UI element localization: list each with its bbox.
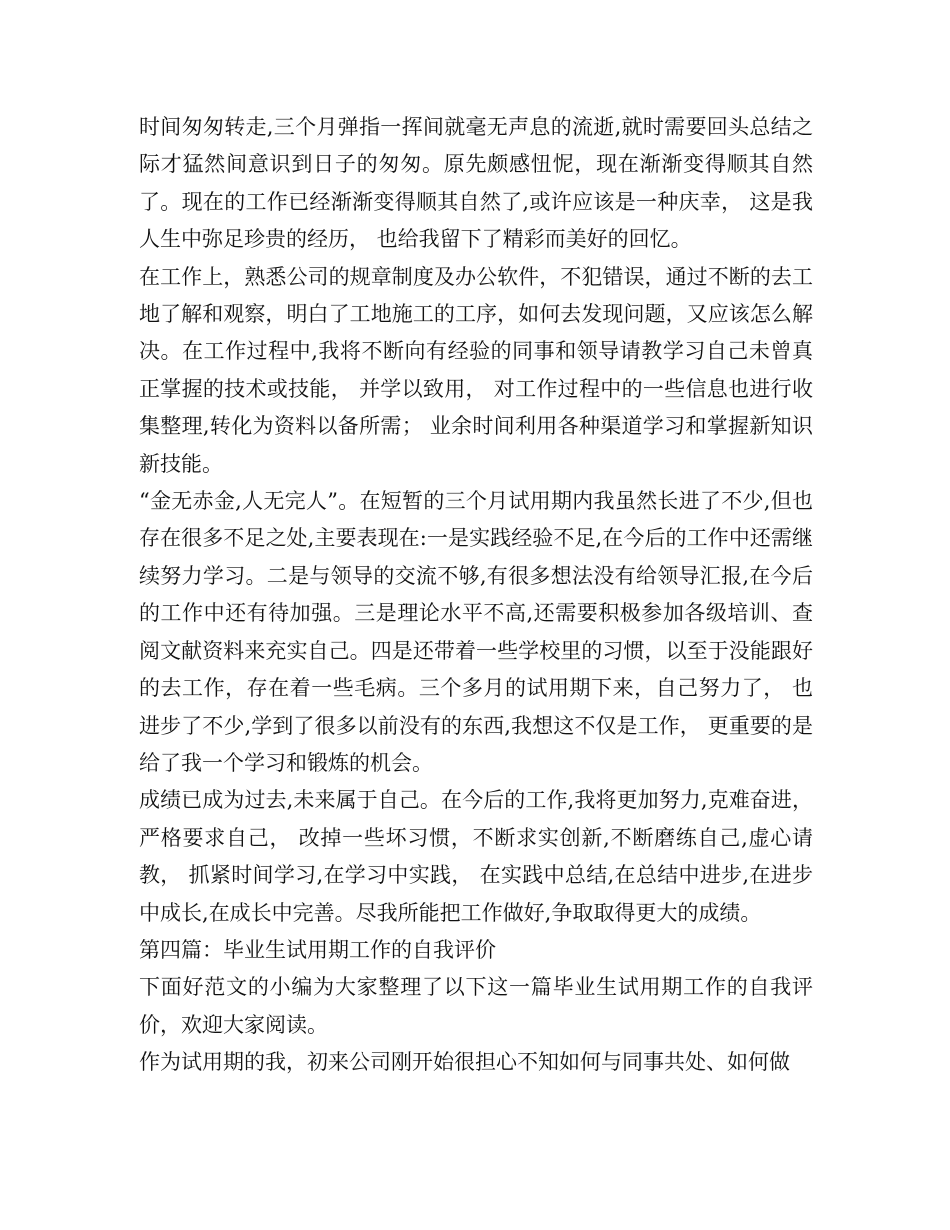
section-heading: 第四篇：毕业生试用期工作的自我评价: [139, 937, 496, 962]
paragraph-intro-reflection: 时间匆匆转走,三个月弹指一挥间就毫无声息的流逝,就时需要回头总结之际才猛然间意识到日子的匆匆。原先颇感忸怩，现在渐渐变得顺其自然了。现在的工作已经渐渐变得顺其自然了,或许应该是一种庆幸， 这是我人生中弥足珍贵的经历， 也给我留下了精彩而美好的回忆。: [139, 115, 813, 252]
paragraph-work-summary: 在工作上，熟悉公司的规章制度及办公软件，不犯错误，通过不断的去工地了解和观察，明白了工地施工的工序，如何去发现问题，又应该怎么解决。在工作过程中,我将不断向有经验的同事和领导请教学习自己未曾真正掌握的技术或技能， 并学以致用， 对工作过程中的一些信息也进行收集整理,转化为资料以备所需； 业余时间利用各种渠道学习和掌握新知识新技能。: [139, 264, 813, 476]
paragraph-future-plans: 成绩已成为过去,未来属于自己。在今后的工作,我将更加努力,克难奋进， 严格要求自己， 改掉一些坏习惯，不断求实创新,不断磨练自己,虚心请教， 抓紧时间学习,在学习中实践， 在实践中总结,在总结中进步,在进步中成长,在成长中完善。尽我所能把工作做好,争取取得更大的成绩。: [139, 788, 813, 925]
paragraph-editor-note: 下面好范文的小编为大家整理了以下这一篇毕业生试用期工作的自我评价，欢迎大家阅读。: [139, 975, 813, 1037]
paragraph-trial-period-start: 作为试用期的我，初来公司刚开始很担心不知如何与同事共处、如何做: [139, 1050, 790, 1075]
document-body: [139, 109, 813, 1082]
paragraph-shortcomings: “金无赤金,人无完人”。在短暂的三个月试用期内我虽然长进了不少,但也存在很多不足之处,主要表现在:一是实践经验不足,在今后的工作中还需继续努力学习。二是与领导的交流不够,有很多想法没有给领导汇报,在今后的工作中还有待加强。三是理论水平不高,还需要积极参加各级培训、查阅文献资料来充实自己。四是还带着一些学校里的习惯，以至于没能跟好的去工作，存在着一些毛病。三个多月的试用期下来，自己努力了， 也进步了不少,学到了很多以前没有的东西,我想这不仅是工作， 更重要的是给了我一个学习和锻炼的机会。: [139, 489, 813, 775]
